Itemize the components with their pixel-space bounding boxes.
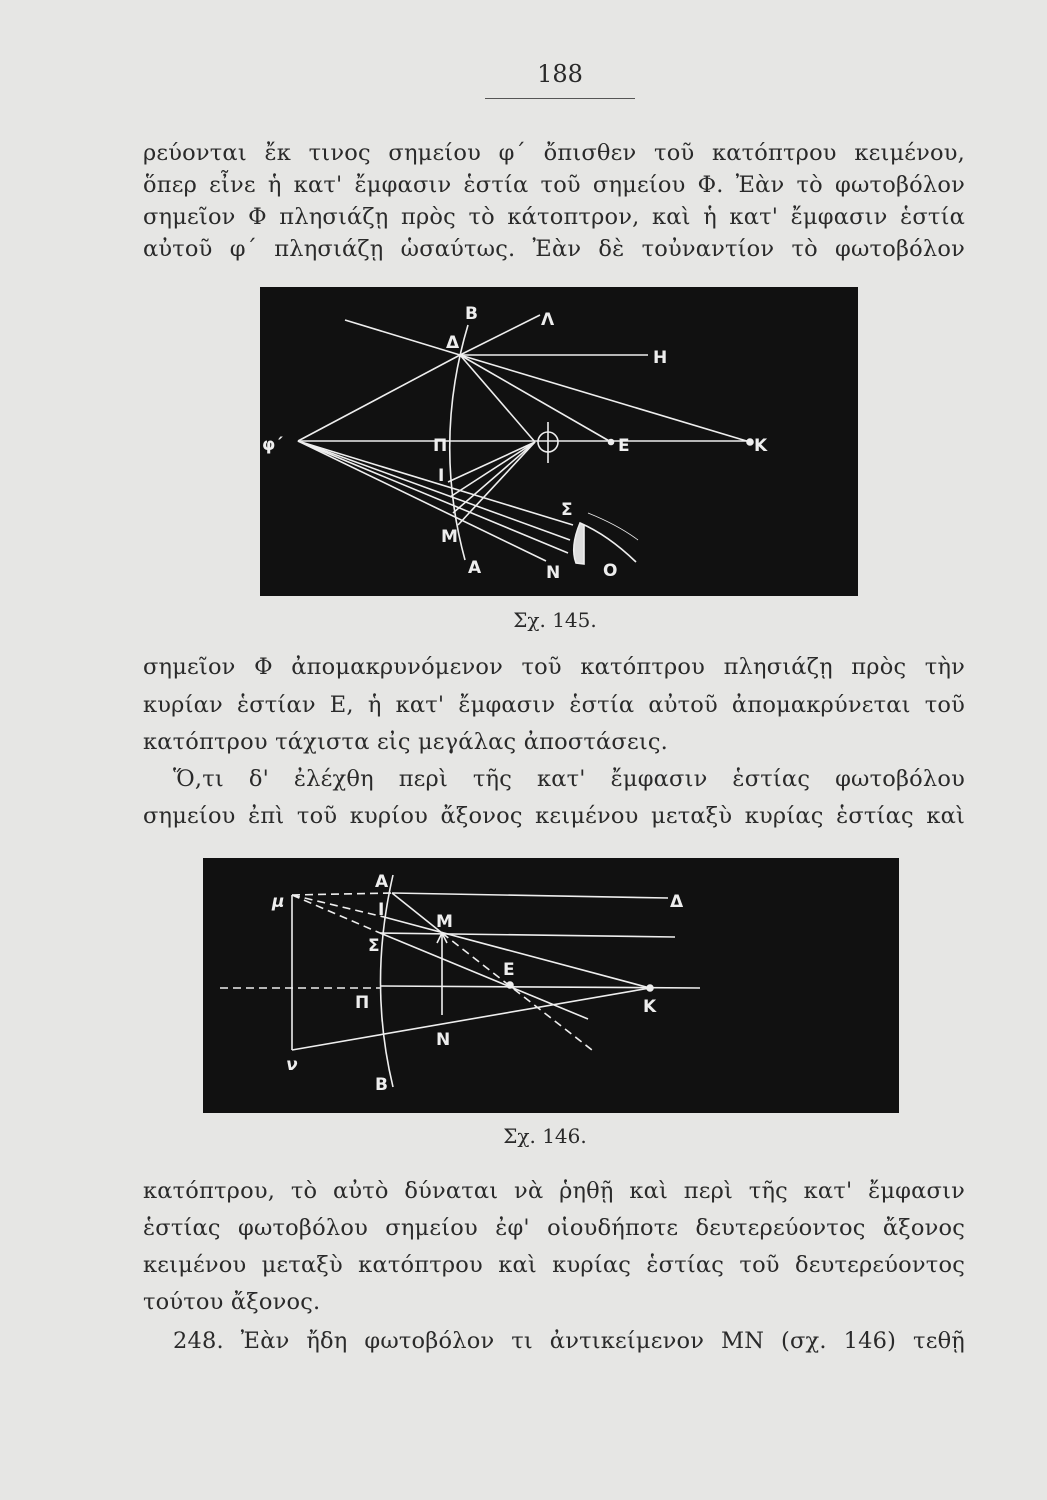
label-B: B [465,304,478,324]
text-line: ρεύονται ἔκ τινος σημείου φ΄ ὄπισθεν τοῦ κατόπτρου κειμένου, [143,140,965,166]
label-E: E [618,436,630,456]
label-phi-prime: φ΄ [262,435,283,455]
label-N: N [546,563,561,583]
text-line: σημεῖον Φ πλησιάζῃ πρὸς τὸ κάτοπτρον, καὶ ἡ κατ' ἔμφασιν ἑστία [143,204,965,230]
label-M: M [436,912,453,932]
text-line: Ὅ,τι δ' ἐλέχθη περὶ τῆς κατ' ἔμφασιν ἑστίας φωτοβόλου [173,766,965,792]
label-Delta: Δ [670,892,684,912]
header-rule [485,98,635,99]
label-Sigma: Σ [561,500,573,520]
label-I: I [438,466,445,486]
label-Delta: Δ [446,333,460,353]
label-Pi: Π [355,993,370,1013]
text-line: 248. Ἐὰν ἤδη φωτοβόλον τι ἀντικείμενον ΜΝ (σχ. 146) τεθῇ [173,1328,965,1354]
figure-caption: Σχ. 145. [513,608,597,632]
label-I: I [378,900,385,920]
label-N: N [436,1030,451,1050]
label-mu: μ [272,892,285,912]
text-line: κατόπτρου τάχιστα εἰς μεγάλας ἀποστάσεις. [143,729,669,755]
label-A: A [375,872,389,892]
label-B: B [375,1075,388,1095]
figure-146 [203,858,899,1113]
label-H: H [653,348,668,368]
label-Sigma: Σ [368,936,380,956]
figure-caption: Σχ. 146. [503,1124,587,1148]
figure-145 [260,287,858,596]
text-line: κειμένου μεταξὺ κατόπτρου καὶ κυρίας ἑστίας τοῦ δευτερεύοντος [143,1252,965,1278]
text-line: σημεῖον Φ ἀπομακρυνόμενον τοῦ κατόπτρου πλησιάζῃ πρὸς τὴν [143,654,965,680]
text-line: τούτου ἄξονος. [143,1289,321,1315]
text-line: ὅπερ εἶνε ἡ κατ' ἔμφασιν ἑστία τοῦ σημείου Φ. Ἐὰν τὸ φωτοβόλον [143,172,965,198]
label-Pi: Π [433,436,448,456]
label-M: M [441,527,458,547]
page-number: 188 [537,60,583,88]
label-O: O [603,561,618,581]
label-nu: ν [286,1055,298,1075]
text-line: αὐτοῦ φ΄ πλησιάζῃ ὡσαύτως. Ἐὰν δὲ τοὐναντίον τὸ φωτοβόλον [143,236,965,262]
label-Lambda: Λ [541,310,555,330]
text-line: κατόπτρου, τὸ αὐτὸ δύναται νὰ ῥηθῇ καὶ περὶ τῆς κατ' ἔμφασιν [143,1178,965,1204]
text-line: κυρίαν ἑστίαν Ε, ἡ κατ' ἔμφασιν ἑστία αὐτοῦ ἀπομακρύνεται τοῦ [143,692,965,718]
label-A: A [468,558,482,578]
label-E: E [503,960,515,980]
text-line: ἑστίας φωτοβόλου σημείου ἐφ' οἱουδήποτε δευτερεύοντος ἄξονος [143,1215,965,1241]
text-line: σημείου ἐπὶ τοῦ κυρίου ἄξονος κειμένου μεταξὺ κυρίας ἑστίας καὶ [143,803,965,829]
label-K: K [643,997,657,1017]
label-K: K [754,436,768,456]
